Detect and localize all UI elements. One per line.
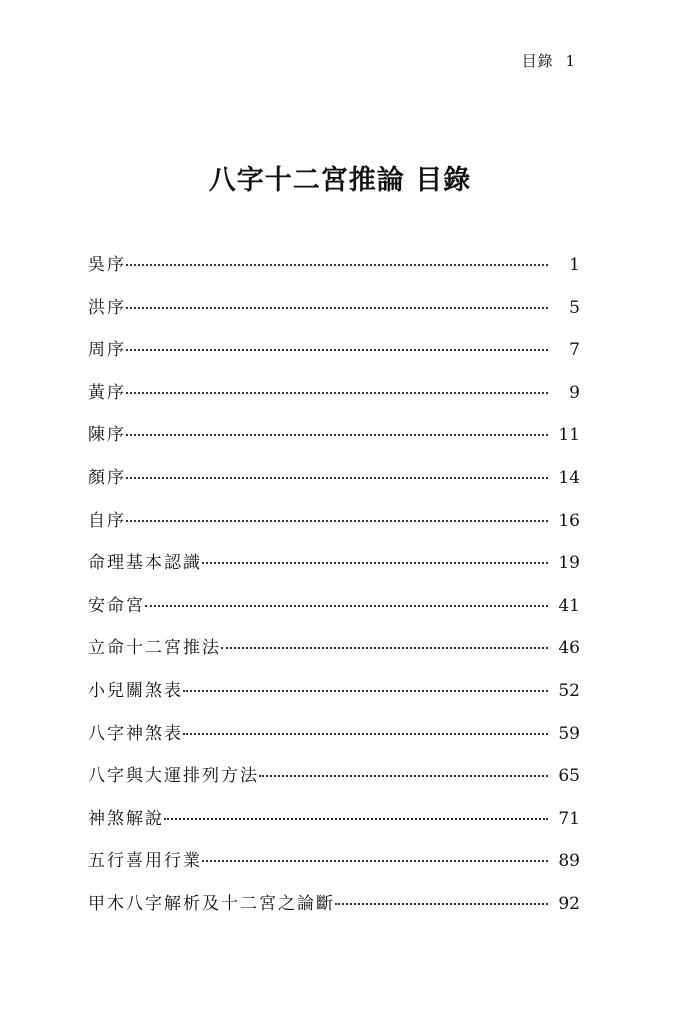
toc-dot-leader xyxy=(126,264,548,266)
toc-dot-leader xyxy=(183,733,548,735)
toc-entry-hong-preface[interactable] xyxy=(88,293,580,336)
toc-entry-label: 洪序 xyxy=(88,297,126,318)
toc-entry-page: 7 xyxy=(569,340,580,361)
toc-entry-label: 立命十二宮推法 xyxy=(88,638,221,659)
toc-dot-leader xyxy=(183,690,548,692)
toc-entry-huang-preface[interactable] xyxy=(88,378,580,421)
toc-dot-leader xyxy=(126,349,548,351)
toc-entry-label: 命理基本認識 xyxy=(88,553,202,574)
toc-entry-label: 陳序 xyxy=(88,425,126,446)
toc-entry-page: 59 xyxy=(558,723,580,744)
toc-entry-child-obstacles-table[interactable] xyxy=(88,676,580,719)
toc-entry-bazi-stars-table[interactable] xyxy=(88,719,580,762)
toc-entry-label: 八字與大運排列方法 xyxy=(88,766,259,787)
toc-entry-page: 41 xyxy=(558,595,580,616)
toc-dot-leader xyxy=(259,775,548,777)
toc-entry-page: 14 xyxy=(558,467,580,488)
toc-dot-leader xyxy=(202,860,548,862)
toc-entry-label: 神煞解說 xyxy=(88,808,164,829)
toc-dot-leader xyxy=(221,647,548,649)
toc-entry-label: 安命宮 xyxy=(88,595,145,616)
toc-entry-twelve-palaces-method[interactable] xyxy=(88,633,580,676)
toc-entry-page: 19 xyxy=(558,553,580,574)
toc-entry-five-elements-careers[interactable] xyxy=(88,846,580,889)
toc-entry-yan-preface[interactable] xyxy=(88,463,580,506)
toc-entry-label: 自序 xyxy=(88,510,126,531)
toc-entry-label: 吳序 xyxy=(88,255,126,275)
running-header xyxy=(522,50,576,71)
toc-entry-page: 65 xyxy=(558,766,580,787)
toc-entry-page: 52 xyxy=(558,680,580,701)
toc-entry-page: 9 xyxy=(569,382,580,403)
toc-dot-leader xyxy=(202,562,548,564)
toc-entry-label: 黃序 xyxy=(88,382,126,403)
toc-dot-leader xyxy=(126,307,548,309)
toc-entry-page: 71 xyxy=(558,808,580,829)
toc-entry-basics[interactable] xyxy=(88,548,580,591)
table-of-contents xyxy=(88,250,580,932)
toc-entry-page: 16 xyxy=(558,510,580,531)
toc-entry-label: 五行喜用行業 xyxy=(88,851,202,872)
toc-entry-page: 46 xyxy=(558,638,580,659)
header-section-label: 目錄 xyxy=(521,52,554,70)
toc-entry-zhou-preface[interactable] xyxy=(88,335,580,378)
toc-dot-leader xyxy=(126,392,548,394)
toc-entry-wu-preface[interactable] xyxy=(88,250,580,293)
toc-entry-label: 甲木八字解析及十二宮之論斷 xyxy=(88,893,335,914)
toc-dot-leader xyxy=(164,818,548,820)
toc-entry-label: 八字神煞表 xyxy=(88,723,183,744)
toc-entry-page: 92 xyxy=(558,893,580,914)
toc-entry-stars-explanation[interactable] xyxy=(88,804,580,847)
toc-entry-page: 11 xyxy=(558,425,580,446)
header-page-number: 1 xyxy=(565,52,576,70)
toc-entry-author-preface[interactable] xyxy=(88,506,580,549)
toc-dot-leader xyxy=(126,520,548,522)
toc-dot-leader xyxy=(335,903,548,905)
toc-entry-page: 1 xyxy=(569,255,580,275)
toc-entry-page: 89 xyxy=(558,851,580,872)
toc-entry-label: 周序 xyxy=(88,340,126,361)
page-title: 八字十二宮推論 目錄 xyxy=(208,165,472,196)
toc-entry-label: 小兒關煞表 xyxy=(88,680,183,701)
toc-dot-leader xyxy=(126,477,548,479)
toc-entry-chen-preface[interactable] xyxy=(88,420,580,463)
toc-entry-jia-wood-analysis[interactable] xyxy=(88,889,580,932)
toc-entry-life-palace[interactable] xyxy=(88,591,580,634)
toc-dot-leader xyxy=(126,434,548,436)
toc-entry-page: 5 xyxy=(569,297,580,318)
toc-entry-bazi-luck-arrangement[interactable] xyxy=(88,761,580,804)
toc-dot-leader xyxy=(145,605,548,607)
toc-entry-label: 顏序 xyxy=(88,467,126,488)
